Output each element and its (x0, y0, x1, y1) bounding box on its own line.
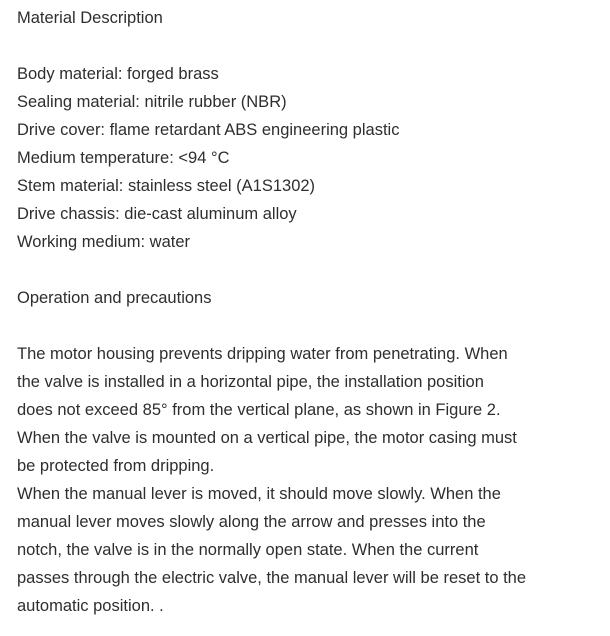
paragraph-line: When the valve is mounted on a vertical pipe, the motor casing must (17, 429, 517, 447)
operation-paragraph-2 (17, 480, 605, 620)
paragraph-line: does not exceed 85° from the vertical plane, as shown in Figure 2. (17, 401, 501, 419)
operation-paragraph-1 (17, 340, 605, 480)
material-item-sealing: Sealing material: nitrile rubber (NBR) (17, 93, 287, 111)
material-item-working-medium: Working medium: water (17, 233, 191, 251)
paragraph-line: passes through the electric valve, the manual lever will be reset to the (17, 569, 527, 587)
material-heading: Material Description (17, 9, 163, 27)
spacer (17, 32, 605, 60)
paragraph-line: manual lever moves slowly along the arrow and presses into the (17, 513, 486, 531)
material-list (17, 60, 605, 256)
material-item-drive-cover: Drive cover: flame retardant ABS engineering plastic (17, 121, 400, 139)
material-item-drive-chassis: Drive chassis: die-cast aluminum alloy (17, 205, 297, 223)
paragraph-line: be protected from dripping. (17, 457, 215, 475)
operation-heading: Operation and precautions (17, 289, 212, 307)
spacer (17, 256, 605, 284)
material-item-stem: Stem material: stainless steel (A1S1302) (17, 177, 316, 195)
document-body (17, 4, 605, 620)
spacer (17, 312, 605, 340)
material-item-medium-temperature: Medium temperature: <94 °C (17, 149, 230, 167)
paragraph-line: the valve is installed in a horizontal pipe, the installation position (17, 373, 484, 391)
paragraph-line: automatic position. . (17, 597, 164, 615)
paragraph-line: notch, the valve is in the normally open state. When the current (17, 541, 479, 559)
paragraph-line: When the manual lever is moved, it should move slowly. When the (17, 485, 501, 503)
material-item-body: Body material: forged brass (17, 65, 219, 83)
paragraph-line: The motor housing prevents dripping water from penetrating. When (17, 345, 508, 363)
